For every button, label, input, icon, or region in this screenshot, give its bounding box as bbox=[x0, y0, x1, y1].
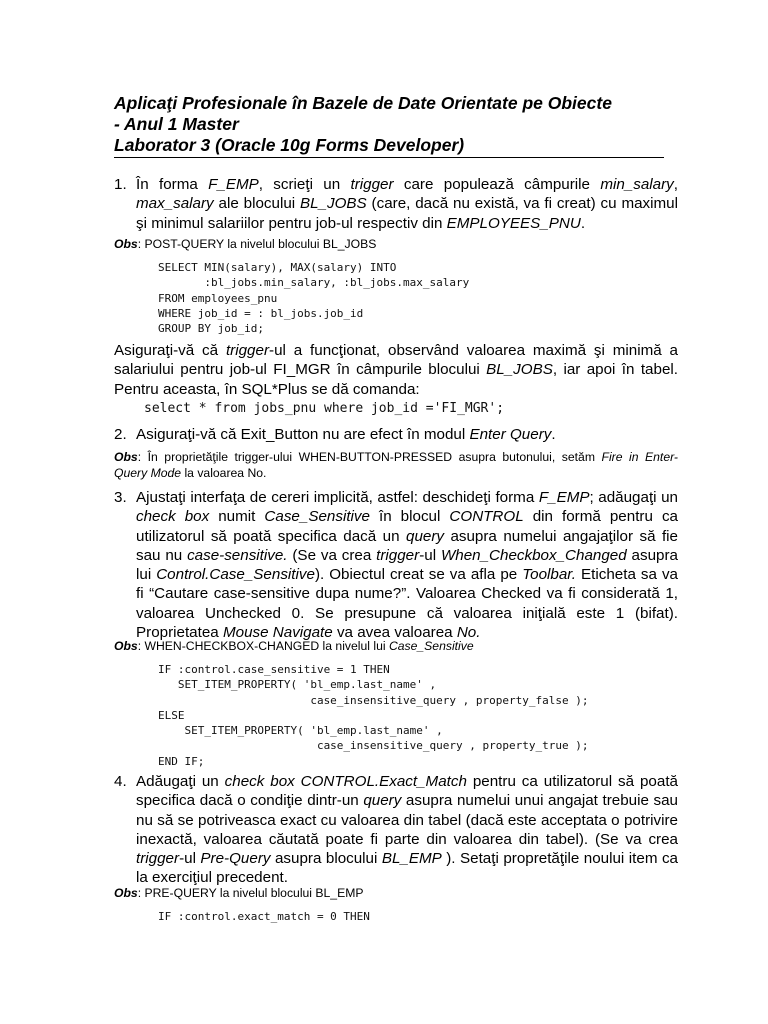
exercise-2 bbox=[114, 425, 678, 444]
obs-label: Obs bbox=[114, 450, 138, 464]
exercise-text: Asiguraţi-vă că Exit_Button nu are efect în modul Enter Query. bbox=[136, 426, 556, 443]
observation-3: Obs: WHEN-CHECKBOX-CHANGED la nivelul lui Case_Sensitive bbox=[114, 639, 474, 653]
exercise-number: 4. bbox=[114, 773, 127, 790]
title-underline bbox=[114, 157, 664, 158]
title-line-1: Aplicaţi Profesionale în Bazele de Date Orientate pe Obiecte bbox=[114, 93, 612, 113]
exercise-text: Ajustaţi interfaţa de cereri implicită, astfel: deschideţi forma F_EMP; adăugaţi un check box numit Case_Sensitive în blocul CONTROL din formă pentru ca utilizatorul să poată specifica dacă un query asupra numelui angajaţilor să fie sau nu case-sensitive. (Se va crea trigger-ul When_Checkbox_Changed asupra lui Control.Case_Sensitive). Obiectul creat se va afla pe Toolbar. Eticheta sa va fi “Cautare case-sensitive dupa nume?”. Valoarea Checked va fi considerată 1, valoarea Unchecked 0. Se presupune că valoarea iniţială este 1 (bifat). Proprietatea Mouse Navigate va avea valoarea No. bbox=[136, 489, 678, 642]
exercise-3 bbox=[114, 488, 678, 642]
observation-4: Obs: PRE-QUERY la nivelul blocului BL_EMP bbox=[114, 886, 364, 900]
code-block-sqlplus: select * from jobs_pnu where job_id ='FI_MGR'; bbox=[144, 401, 505, 416]
code-block-3: IF :control.case_sensitive = 1 THEN SET_ITEM_PROPERTY( 'bl_emp.last_name' , case_insensitive_query , property_false ); ELSE SET_ITEM_PROPERTY( 'bl_emp.last_name' , case_insensitive_query , property_true ); END IF; bbox=[158, 663, 589, 768]
document-title bbox=[114, 93, 664, 156]
exercise-number: 2. bbox=[114, 426, 127, 443]
exercise-number: 1. bbox=[114, 176, 127, 193]
title-line-3: Laborator 3 (Oracle 10g Forms Developer) bbox=[114, 135, 465, 155]
code-block-4: IF :control.exact_match = 0 THEN bbox=[158, 910, 370, 923]
exercise-number: 3. bbox=[114, 489, 127, 506]
observation-2: Obs: În proprietăţile trigger-ului WHEN-BUTTON-PRESSED asupra butonului, setăm Fire in Enter-Query Mode la valoarea No. bbox=[114, 450, 678, 480]
obs-label: Obs bbox=[114, 886, 138, 900]
exercise-text: În forma F_EMP, scrieţi un trigger care populează câmpurile min_salary, max_salary ale blocului BL_JOBS (care, dacă nu există, va fi creat) cu maximul şi minimul salariilor pentru job-ul respectiv din EMPLOYEES_PNU. bbox=[136, 176, 678, 232]
exercise-1 bbox=[114, 175, 678, 233]
observation-1: Obs: POST-QUERY la nivelul blocului BL_JOBS bbox=[114, 237, 377, 251]
paragraph-verify-trigger: Asiguraţi-vă că trigger-ul a funcţionat, observând valoarea maximă şi minimă a salariului pentru job-ul FI_MGR în câmpurile blocului BL_JOBS, iar apoi în tabel. Pentru aceasta, în SQL*Plus se dă comanda: bbox=[114, 342, 678, 398]
obs-label: Obs bbox=[114, 639, 138, 653]
exercise-4 bbox=[114, 772, 678, 888]
obs-label: Obs bbox=[114, 237, 138, 251]
title-line-2: - Anul 1 Master bbox=[114, 114, 239, 134]
code-block-1: SELECT MIN(salary), MAX(salary) INTO :bl_jobs.min_salary, :bl_jobs.max_salary FROM employees_pnu WHERE job_id = : bl_jobs.job_id GROUP BY job_id; bbox=[158, 261, 470, 336]
exercise-text: Adăugaţi un check box CONTROL.Exact_Match pentru ca utilizatorul să poată specifica dacă o condiţie dintr-un query asupra numelui unui angajat trebuie sau nu să se potriveasca exact cu valoarea din tabel (dacă este acceptata o potrivire inexactă, valoarea căutată poate fi parte din valoarea din tabel). (Se va crea trigger-ul Pre-Query asupra blocului BL_EMP ). Setaţi propretăţile noului item ca la exerciţiul precedent. bbox=[136, 773, 678, 887]
